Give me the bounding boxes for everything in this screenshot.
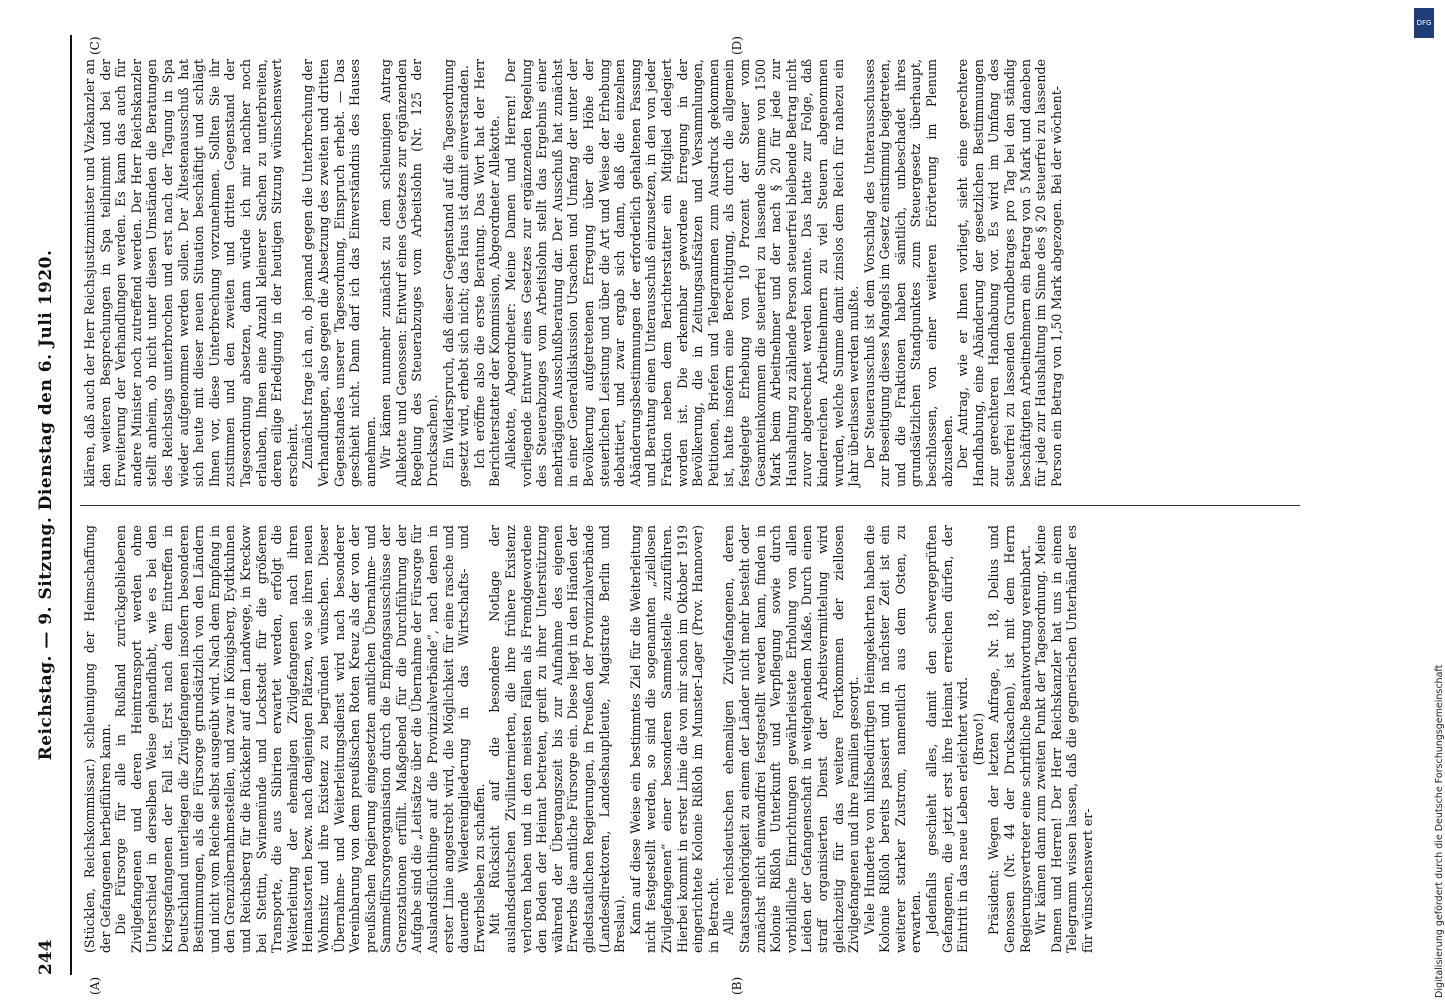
margin-mark-b: (B) [730,976,744,995]
right-text-column [82,59,1302,487]
paragraph: Ich eröffne also die erste Beratung. Das Wort hat der Herr Berichterstatter der Kommission, Abgeordneter Allekotte. [471,59,503,487]
applause-note: (Bravo!) [970,712,986,766]
margin-mark-d: (D) [730,36,744,55]
margin-mark-c: (C) [88,36,102,55]
paragraph: Wir kämen dann zum zweiten Punkt der Tagesordnung. Meine Damen und Herren! Der Herr Reichskanzler hat uns in einem Telegramm wissen lassen, daß die gegnerischen Unterhändler es für wünschenswert er- [1033,525,1095,953]
page-number: 244 [36,939,56,975]
paragraph: Wir kämen nunmehr zunächst zu dem schleunigen Antrag Allekotte und Genossen: Entwurf eines Gesetzes zur ergänzenden Regelung des Steuerabzuges vom Arbeitslohn (Nr. 125 der Drucksachen). [378,59,441,487]
column-divider [80,505,1300,506]
rotated-page-sheet [30,35,1330,995]
paragraph: Ein Widerspruch, daß dieser Gegenstand auf die Tagesordnung gesetzt wird, erhebt sich nicht; das Haus ist damit einverstanden. [440,59,472,487]
paragraph: Der Antrag, wie er Ihnen vorliegt, sieht eine gerechtere Handhabung, eine Abänderung der gesetzlichen Bestimmungen zur gerechteren Handhabung vor. Es wird im Umfang des steuerfrei zu lassenden Grundbetrages pro Tag bei den ständig beschäftigten Arbeitnehmern ein Betrag von 5 Mark und daneben für jede zur Haushaltung im Sinne des § 20 steuerfrei zu lassende Person ein Betrag von 1,50 Mark abgezogen. Bei der wöchent- [955,59,1064,487]
paragraph: Kann auf diese Weise ein bestimmtes Ziel für die Weiterleitung nicht festgestellt werden, so sind die sogenannten „ziellosen Zivilgefangenen“ einer besonderen Sammelstelle zuzuführen. Hierbei kommt in erster Linie die von mir schon im Oktober 1919 eingerichtete Kolonie Rißloh im Munster-Lager (Prov. Hannover) in Betracht. [627,525,721,953]
paragraph: Viele Hunderte von hilfsbedürftigen Heimgekehrten haben die Kolonie Rißloh bereits passiert und in nächster Zeit ist ein weiterer starker Zustrom, namentlich aus dem Osten, zu erwarten. [861,525,924,953]
paragraph: (Stücklen, Reichskommissar.) schleunigung der Heimschaffung der Gefangenen herbeiführen kann. [82,525,113,953]
dfg-logo: DFG [1414,8,1434,38]
paragraph: Jedenfalls geschieht alles, damit den schwergeprüften Gefangenen, die jetzt erst ihre Heimat erreichen dürfen, der Eintritt in das neue Leben erleichtert wird. [924,525,971,953]
credit-text: Digitalisierung gefördert durch die Deutsche Forschungsgemeinschaft [1434,664,1445,998]
page-title: Reichstag. — 9. Sitzung. Dienstag den 6. Juli 1920. [36,249,56,761]
paragraph: Die Fürsorge für alle in Rußland zurückgebliebenen Zivilgefangenen und deren Heimtransport werden ohne Unterschied in derselben Weise gehandhabt, wie es bei den Kriegsgefangenen der Fall ist. Erst nach dem Eintreffen in Deutschland unterliegen die Zivilgefangenen insofern besonderen Bestimmungen, als die Fürsorge grundsätzlich von den Ländern und nicht vom Reiche selbst ausgeübt wird. Nach dem Empfang in den Grenzübernahmestellen, und zwar in Königsberg, Eydtkuhnen und Reichsberg für die Rückkehr auf dem Landwege, in Kreckow bei Stettin, Swinemünde und Lockstedt für die größeren Transporte, die aus Sibirien erwartet werden, erfolgt die Weiterleitung der ehemaligen Zivilgefangenen nach ihren Heimatsorten bezw. nach denjenigen Plätzen, wo sie ihren neuen Wohnsitz und ihre Existenz zu begründen wünschen. Dieser Übernahme- und Weiterleitungsdienst wird nach besonderer Vereinbarung von dem preußischen Roten Kreuz als der von der preußischen Regierung eingesetzten amtlichen Übernahme- und Sammelfürsorgeorganisation durch die Empfangsausschüsse der Grenzstationen erfüllt. Maßgebend für die Durchführung der Aufgabe sind die „Leitsätze über die Übernahme der Fürsorge für Auslandsflüchtlinge auf die Provinzialverbände“, nach denen in erster Linie angestrebt wird, die Möglichkeit für eine rasche und dauernde Wiedereingliederung in das Wirtschafts- und Erwerbsleben zu schaffen. [113,525,487,953]
paragraph: klären, daß auch der Herr Reichsjustizminister und Vizekanzler an den weiteren Besprechungen in Spa teilnimmt und bei der Erweiterung der Verhandlungen werden. Es kann das auch für andere Minister noch zutreffend werden. Der Herr Reichskanzler stellt anheim, ob nicht unter diesen Umständen die Beratungen des Reichstags unterbrochen und erst nach der Tagung in Spa wieder aufgenommen werden sollen. Der Ältestenausschuß hat sich heute mit dieser neuen Situation beschäftigt und schlägt Ihnen vor, diese Unterbrechung vorzunehmen. Sollten Sie ihr zustimmen und den zweiten und dritten Gegenstand der Tagesordnung absetzen, dann würde ich mir nachher noch erlauben, Ihnen eine Anzahl kleinerer Sachen zu unterbreiten, deren eilige Erledigung in der heutigen Sitzung wünschenswert erscheint. [82,59,300,487]
paragraph: Präsident: Wegen der letzten Anfrage, Nr. 18, Delius und Genossen (Nr. 44 der Drucksachen), ist mit dem Herrn Regierungsvertreter eine schriftliche Beantwortung vereinbart. [986,525,1033,953]
paragraph: Der Steuerausschuß ist dem Vorschlag des Unterausschusses zur Beseitigung dieses Mangels im Gesetz einstimmig beigetreten, und die Fraktionen haben sämtlich, unbeschadet ihres grundsätzlichen Standpunktes zum Steuergesetz überhaupt, beschlossen, von einer weiteren Erörterung im Plenum abzusehen. [861,59,955,487]
paragraph: Allekotte, Abgeordneter: Meine Damen und Herren! Der vorliegende Entwurf eines Gesetzes zur ergänzenden Regelung des Steuerabzuges vom Arbeitslohn stellt das Ergebnis einer mehrtägigen Ausschußberatung dar. Der Ausschuß hat zunächst in einer Generaldiskussion Ursachen und Umfang der unter der Bevölkerung aufgetretenen Erregung über die Höhe der steuerlichen Leistung und über die Art und Weise der Erhebung debattiert, und zwar ergab sich dann, daß die einzelnen Abänderungsbestimmungen der erforderlich gehaltenen Fassung und Beratung einen Unterausschuß einzusetzen, in den von jeder Fraktion neben dem Berichterstatter ein Mitglied delegiert worden ist. Die erkennbar gewordene Erregung in der Bevölkerung, die in Zeitungsaufsätzen und Versammlungen, Petitionen, Briefen und Telegrammen zum Ausdruck gekommen ist, hatte insofern eine Berechtigung, als durch die allgemein festgelegte Erhebung von 10 Prozent der Steuer vom Gesamteinkommen die steuerfrei zu lassende Summe von 1500 Mark beim Arbeitnehmer und der nach § 20 für jede zur Haushaltung zu zählende Person steuerfrei bleibende Betrag nicht zuvor abgerechnet werden konnte. Das hatte zur Folge, daß kinderreichen Arbeitnehmern zu viel Steuern abgenommen wurden, welche Summe damit zinslos dem Reich für nahezu ein Jahr überlassen werden mußte. [503,59,862,487]
digitization-credit [1398,0,1445,1000]
paragraph: Alle reichsdeutschen ehemaligen Zivilgefangenen, deren Staatsangehörigkeit zu einem der Länder nicht mehr besteht oder zunächst nicht einwandfrei festgestellt werden kann, finden in Kolonie Rißloh Unterkunft und Verpflegung sowie durch vorbildliche Einrichtungen gewährleistete Erholung von allen Leiden der Gefangenschaft in weitgehendem Maße. Durch einen straff organisierten Dienst der Arbeitsvermittelung wird gleichzeitig für das weitere Fortkommen der ziellosen Zivilgefangenen und ihre Familien gesorgt. [721,525,862,953]
left-text-column [82,525,1302,953]
paragraph: Mit Rücksicht auf die besondere Notlage der auslandsdeutschen Zivilinternierten, die ihre frühere Existenz verloren haben und in den meisten Fällen als Fremdgewordene den Boden der Heimat betreten, greift zu ihrer Unterstützung während der Übergangszeit bis zur Aufnahme des eigenen Erwerbs die amtliche Fürsorge ein. Diese liegt in den Händen der gliedstaatlichen Regierungen, in Preußen der Provinzialverbände (Landesdirektoren, Landeshauptleute, Magistrate Berlin und Breslau). [487,525,628,953]
page-header [30,35,72,975]
margin-mark-a: (A) [88,976,102,995]
paragraph: Zunächst frage ich an, ob jemand gegen die Unterbrechung der Verhandlungen, also gegen die Absetzung des zweiten und dritten Gegenstandes unserer Tagesordnung, Einspruch erhebt. — Das geschieht nicht. Dann darf ich das Einverständnis des Hauses annehmen. [300,59,378,487]
